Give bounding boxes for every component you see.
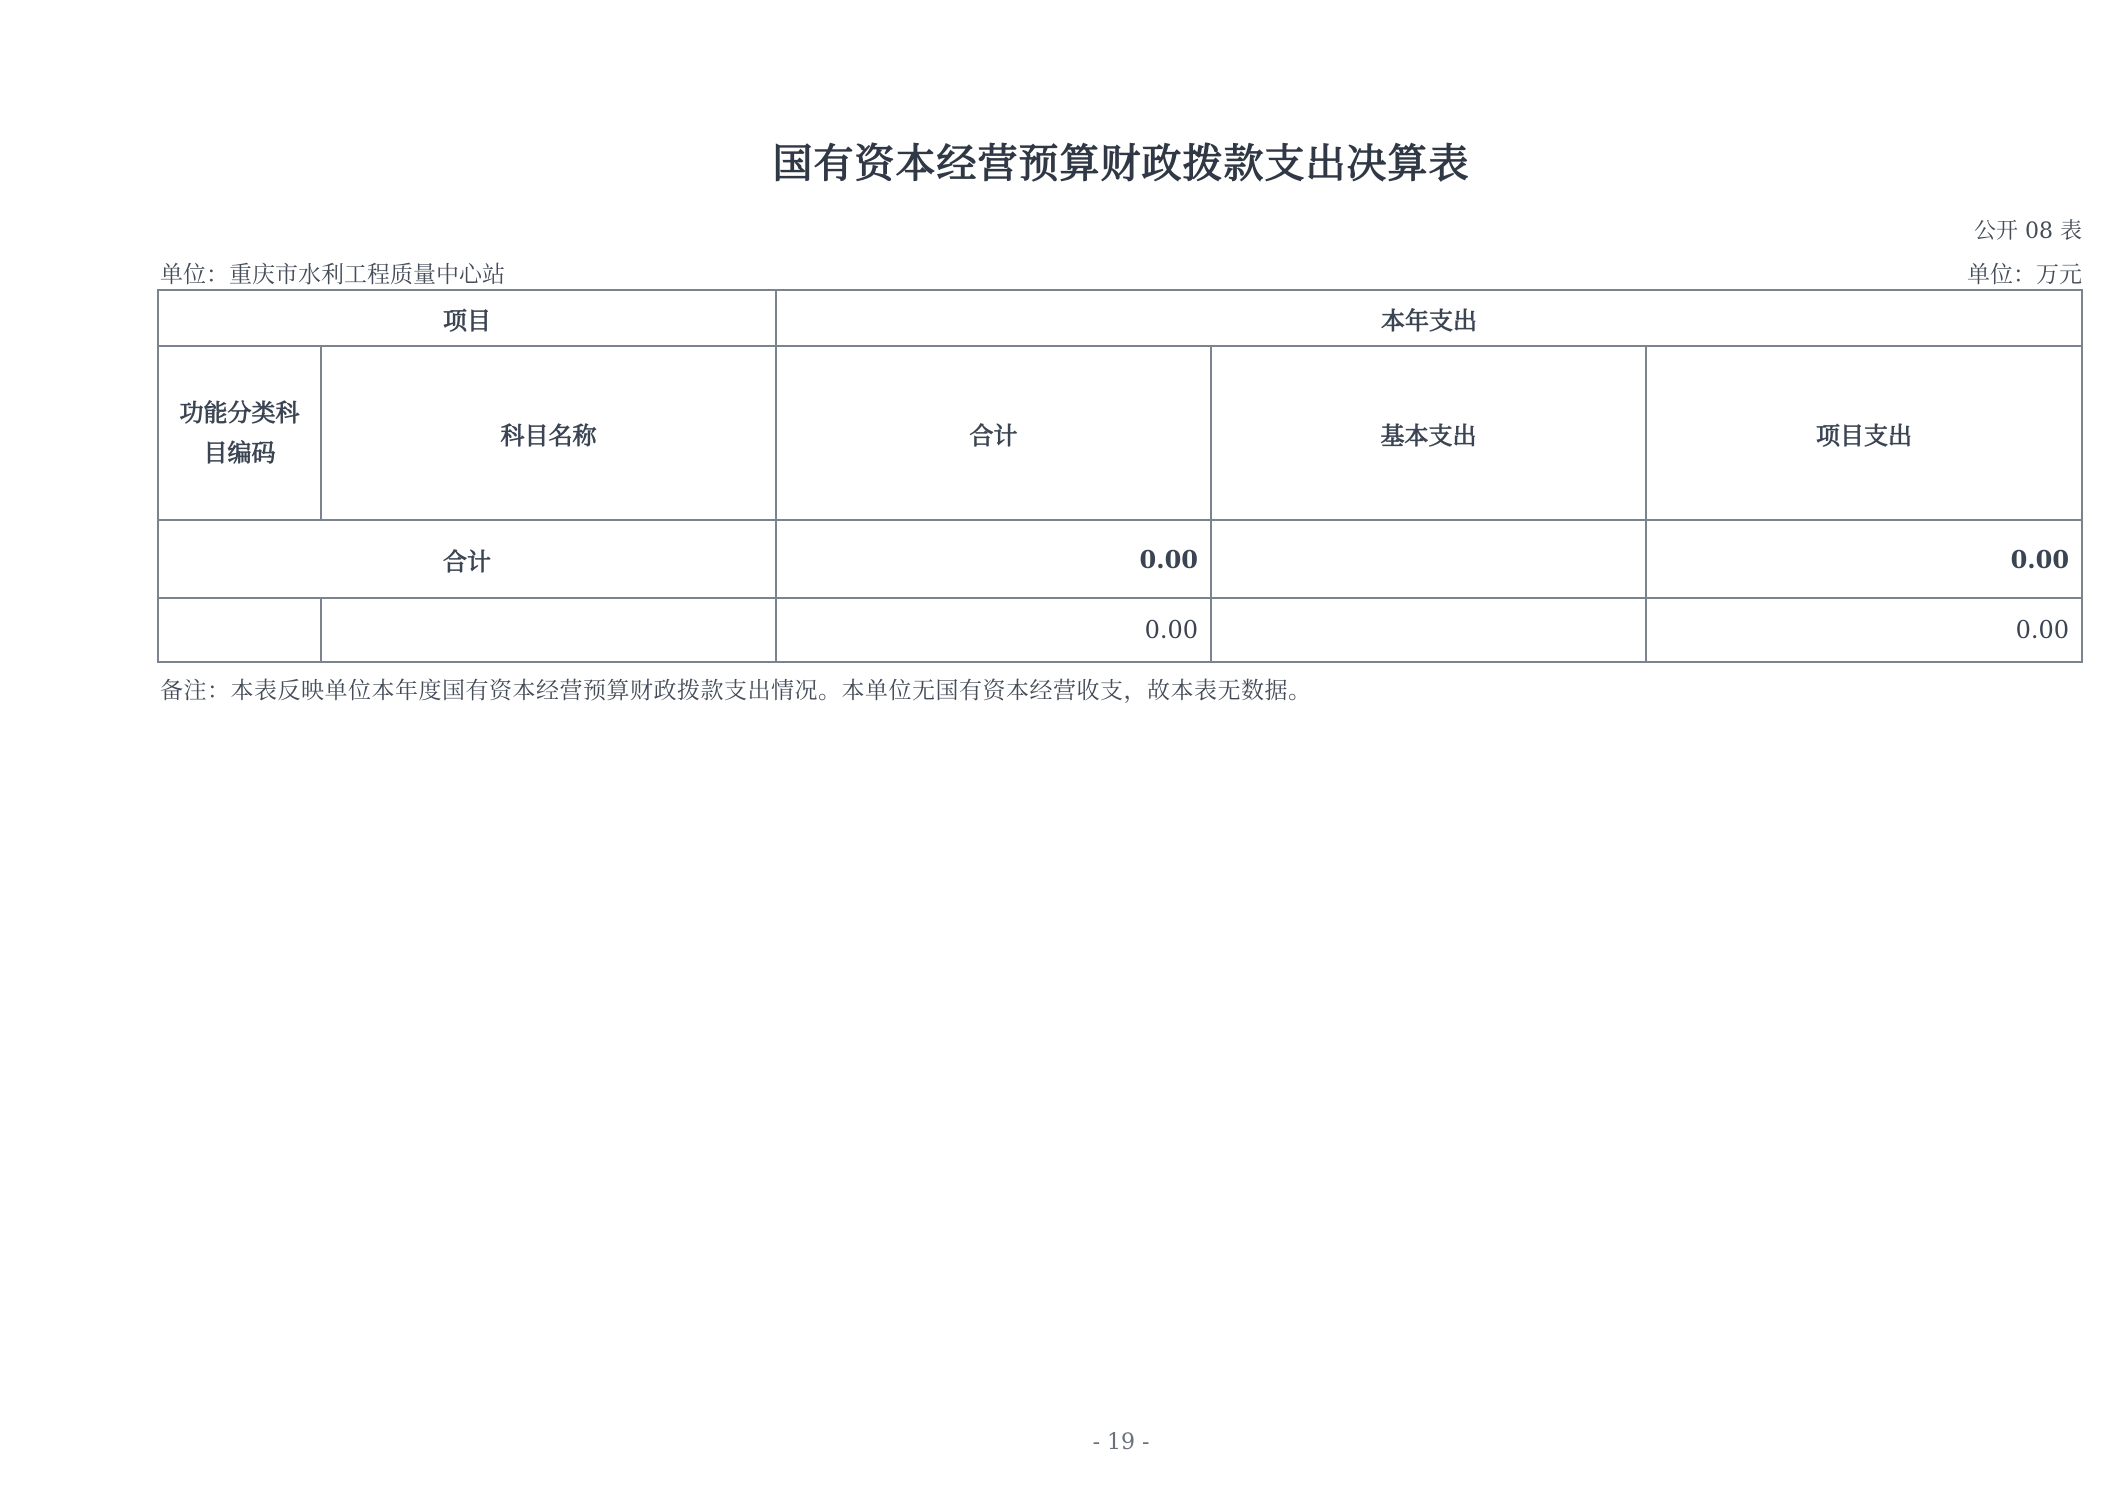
row-project: 0.00 (1646, 598, 2082, 662)
header-basic-expense: 基本支出 (1211, 346, 1646, 520)
header-current-year-expense: 本年支出 (776, 290, 2082, 346)
header-row-1 (158, 290, 2082, 346)
table-row (158, 598, 2082, 662)
header-total: 合计 (776, 346, 1211, 520)
row-total: 0.00 (776, 598, 1211, 662)
header-row-2 (158, 346, 2082, 520)
total-row (158, 520, 2082, 598)
currency-unit: 单位：万元 (1967, 262, 2082, 288)
row-basic (1211, 598, 1646, 662)
reporting-unit: 单位：重庆市水利工程质量中心站 (160, 262, 505, 288)
row-code (158, 598, 321, 662)
total-row-basic (1211, 520, 1646, 598)
page-number: - 19 - (1092, 1430, 1150, 1455)
total-row-total: 0.00 (776, 520, 1211, 598)
header-project: 项目 (158, 290, 776, 346)
header-project-expense: 项目支出 (1646, 346, 2082, 520)
header-subject-name: 科目名称 (321, 346, 776, 520)
header-code: 功能分类科目编码 (158, 346, 321, 520)
expense-table (157, 289, 2083, 663)
row-name (321, 598, 776, 662)
total-row-label: 合计 (158, 520, 776, 598)
table-note: 备注：本表反映单位本年度国有资本经营预算财政拨款支出情况。本单位无国有资本经营收支，故本表无数据。 (160, 678, 1312, 704)
page-title: 国有资本经营预算财政拨款支出决算表 (772, 141, 1470, 187)
total-row-project: 0.00 (1646, 520, 2082, 598)
table-number: 公开 08 表 (1974, 219, 2082, 244)
